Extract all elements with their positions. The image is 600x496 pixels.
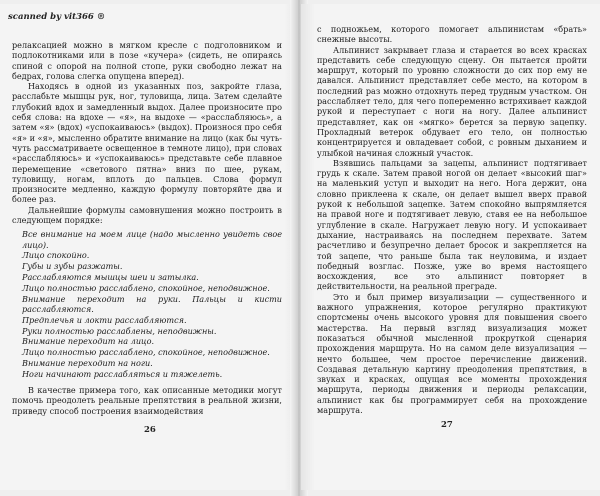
- paragraph: с подножьем, которого помогает альпинистам «брать» снежные высоты.: [317, 24, 587, 45]
- formula-line: Внимание переходит на руки. Пальцы и кисти расслабляются.: [22, 293, 282, 314]
- formula-list: [12, 229, 282, 379]
- scan-watermark: scanned by vit366 ®: [8, 12, 106, 22]
- formula-line: Лицо полностью расслаблено, спокойное, неподвижное.: [22, 282, 270, 293]
- formula-line: Лицо полностью расслаблено, спокойное, неподвижное.: [22, 347, 270, 358]
- formula-line: Внимание переходит на ноги.: [22, 357, 153, 368]
- paragraph: релаксацией можно в мягком кресле с подголовником и подлокотниками или в позе «кучера» (сидеть, не опираясь спиной с опорой на полной стопе, руки свободно лежат на бедрах, голова слегка опущена вперед).: [12, 40, 282, 81]
- right-page: [301, 4, 600, 490]
- paragraph: Взявшись пальцами за зацепы, альпинист подтягивает грудь к скале. Затем правой ногой он делает «высокий шаг» на маленький уступ и выходит на него. Нога держит, она словно приклеена к скале, он делает вышел вверх правой рукой к небольшой зацепке. Затем спокойно выпрямляется на правой ноге и подтягивает левую, ставя ее на небольшое углубление в скале. Нагружает левую ногу. И успокаивает дыхание, настраиваясь на последнем перехвате. Затем расчетливо и безупречно делает бросок и закрепляется на той зацепе, что раньше была так неуловима, и издает победный возглас. Позже, уже во время настоящего восхождения, все это альпинист повторяет в действительности, на реальной преграде.: [317, 157, 587, 292]
- paragraph: В качестве примера того, как описанные методики могут помочь преодолеть реальные препятствия в реальной жизни, приведу способ построения взаимодействия: [12, 385, 282, 416]
- paragraph: Дальнейшие формулы самовнушения можно построить в следующем порядке:: [12, 204, 282, 226]
- right-page-text: [317, 24, 587, 415]
- page-number: 26: [144, 425, 156, 435]
- formula-line: Губы и зубы разжаты.: [22, 261, 123, 272]
- formula-line: Расслабляются мышцы шеи и затылка.: [22, 272, 199, 283]
- page-shadow: [301, 4, 315, 490]
- formula-line: Лицо спокойно.: [22, 250, 90, 261]
- formula-line: Предплечья и локти расслабляются.: [22, 314, 187, 325]
- left-page-text: [12, 40, 282, 416]
- page-number: 27: [441, 420, 453, 430]
- paragraph: Альпинист закрывает глаза и старается во всех красках представить себе следующую сцену. Он пытается пройти маршрут, который по уровню сложности до сих пор ему не давался. Альпинист представляет себе место, на котором в последний раз можно отдохнуть перед трудным участком. Он расслабляет тело, для чего попеременно встряхивает каждой рукой и переступает с ноги на ногу. Далее альпинист представляет, как он «мягко» берется за первую зацепку. Прохладный ветерок обдувает его тело, он полностью концентрируется и овладевает собой, с ровным дыханием и улыбкой начиная сложный участок.: [317, 44, 587, 158]
- left-page: [0, 4, 298, 490]
- paragraph: Это и был пример визуализации — существенного и важного упражнения, которое регулярно практикуют спортсмены очень высокого уровня для повышения своего мастерства. На первый взгляд визуализация может показаться обычной мысленной прокруткой сценария прохождения маршрута. Но на самом деле визуализация — нечто большее, чем простое перечисление движений. Создавая детальную картину преодоления препятствия, в звуках и красках, ощущая все моменты прохождения маршрута, периоды движения и периоды релаксации, альпинист как бы программирует себя на прохождение маршрута.: [317, 291, 587, 415]
- formula-line: Ноги начинают расслабляться и тяжелеть.: [22, 368, 223, 379]
- formula-line: Все внимание на моем лице (надо мысленно увидеть свое лицо).: [22, 229, 282, 250]
- paragraph: Находясь в одной из указанных поз, закройте глаза, расслабьте мышцы рук, ног, туловища, лица. Затем сделайте глубокий вдох и замедленный выдох. Далее произносите про себя слова: на вдохе — «я», на выдохе — «расслабляюсь», а затем «я» (вдох) «успокаиваюсь» (выдох). Произнося про себя «я» и «я», мысленно обратите внимание на лицо (как бы чуть-чуть рассматриваете освещенное в темноте лицо), при словах «расслабляюсь» и «успокаиваюсь» представьте себе плавное перемещение «светового пятна» вниз по шее, рукам, туловищу, ногам, вплоть до пальцев. Слова формул произносите медленно, каждую формулу повторяйте два и более раз.: [12, 81, 282, 205]
- formula-line: Внимание переходит на лицо.: [22, 336, 155, 347]
- formula-line: Руки полностью расслаблены, неподвижны.: [22, 325, 217, 336]
